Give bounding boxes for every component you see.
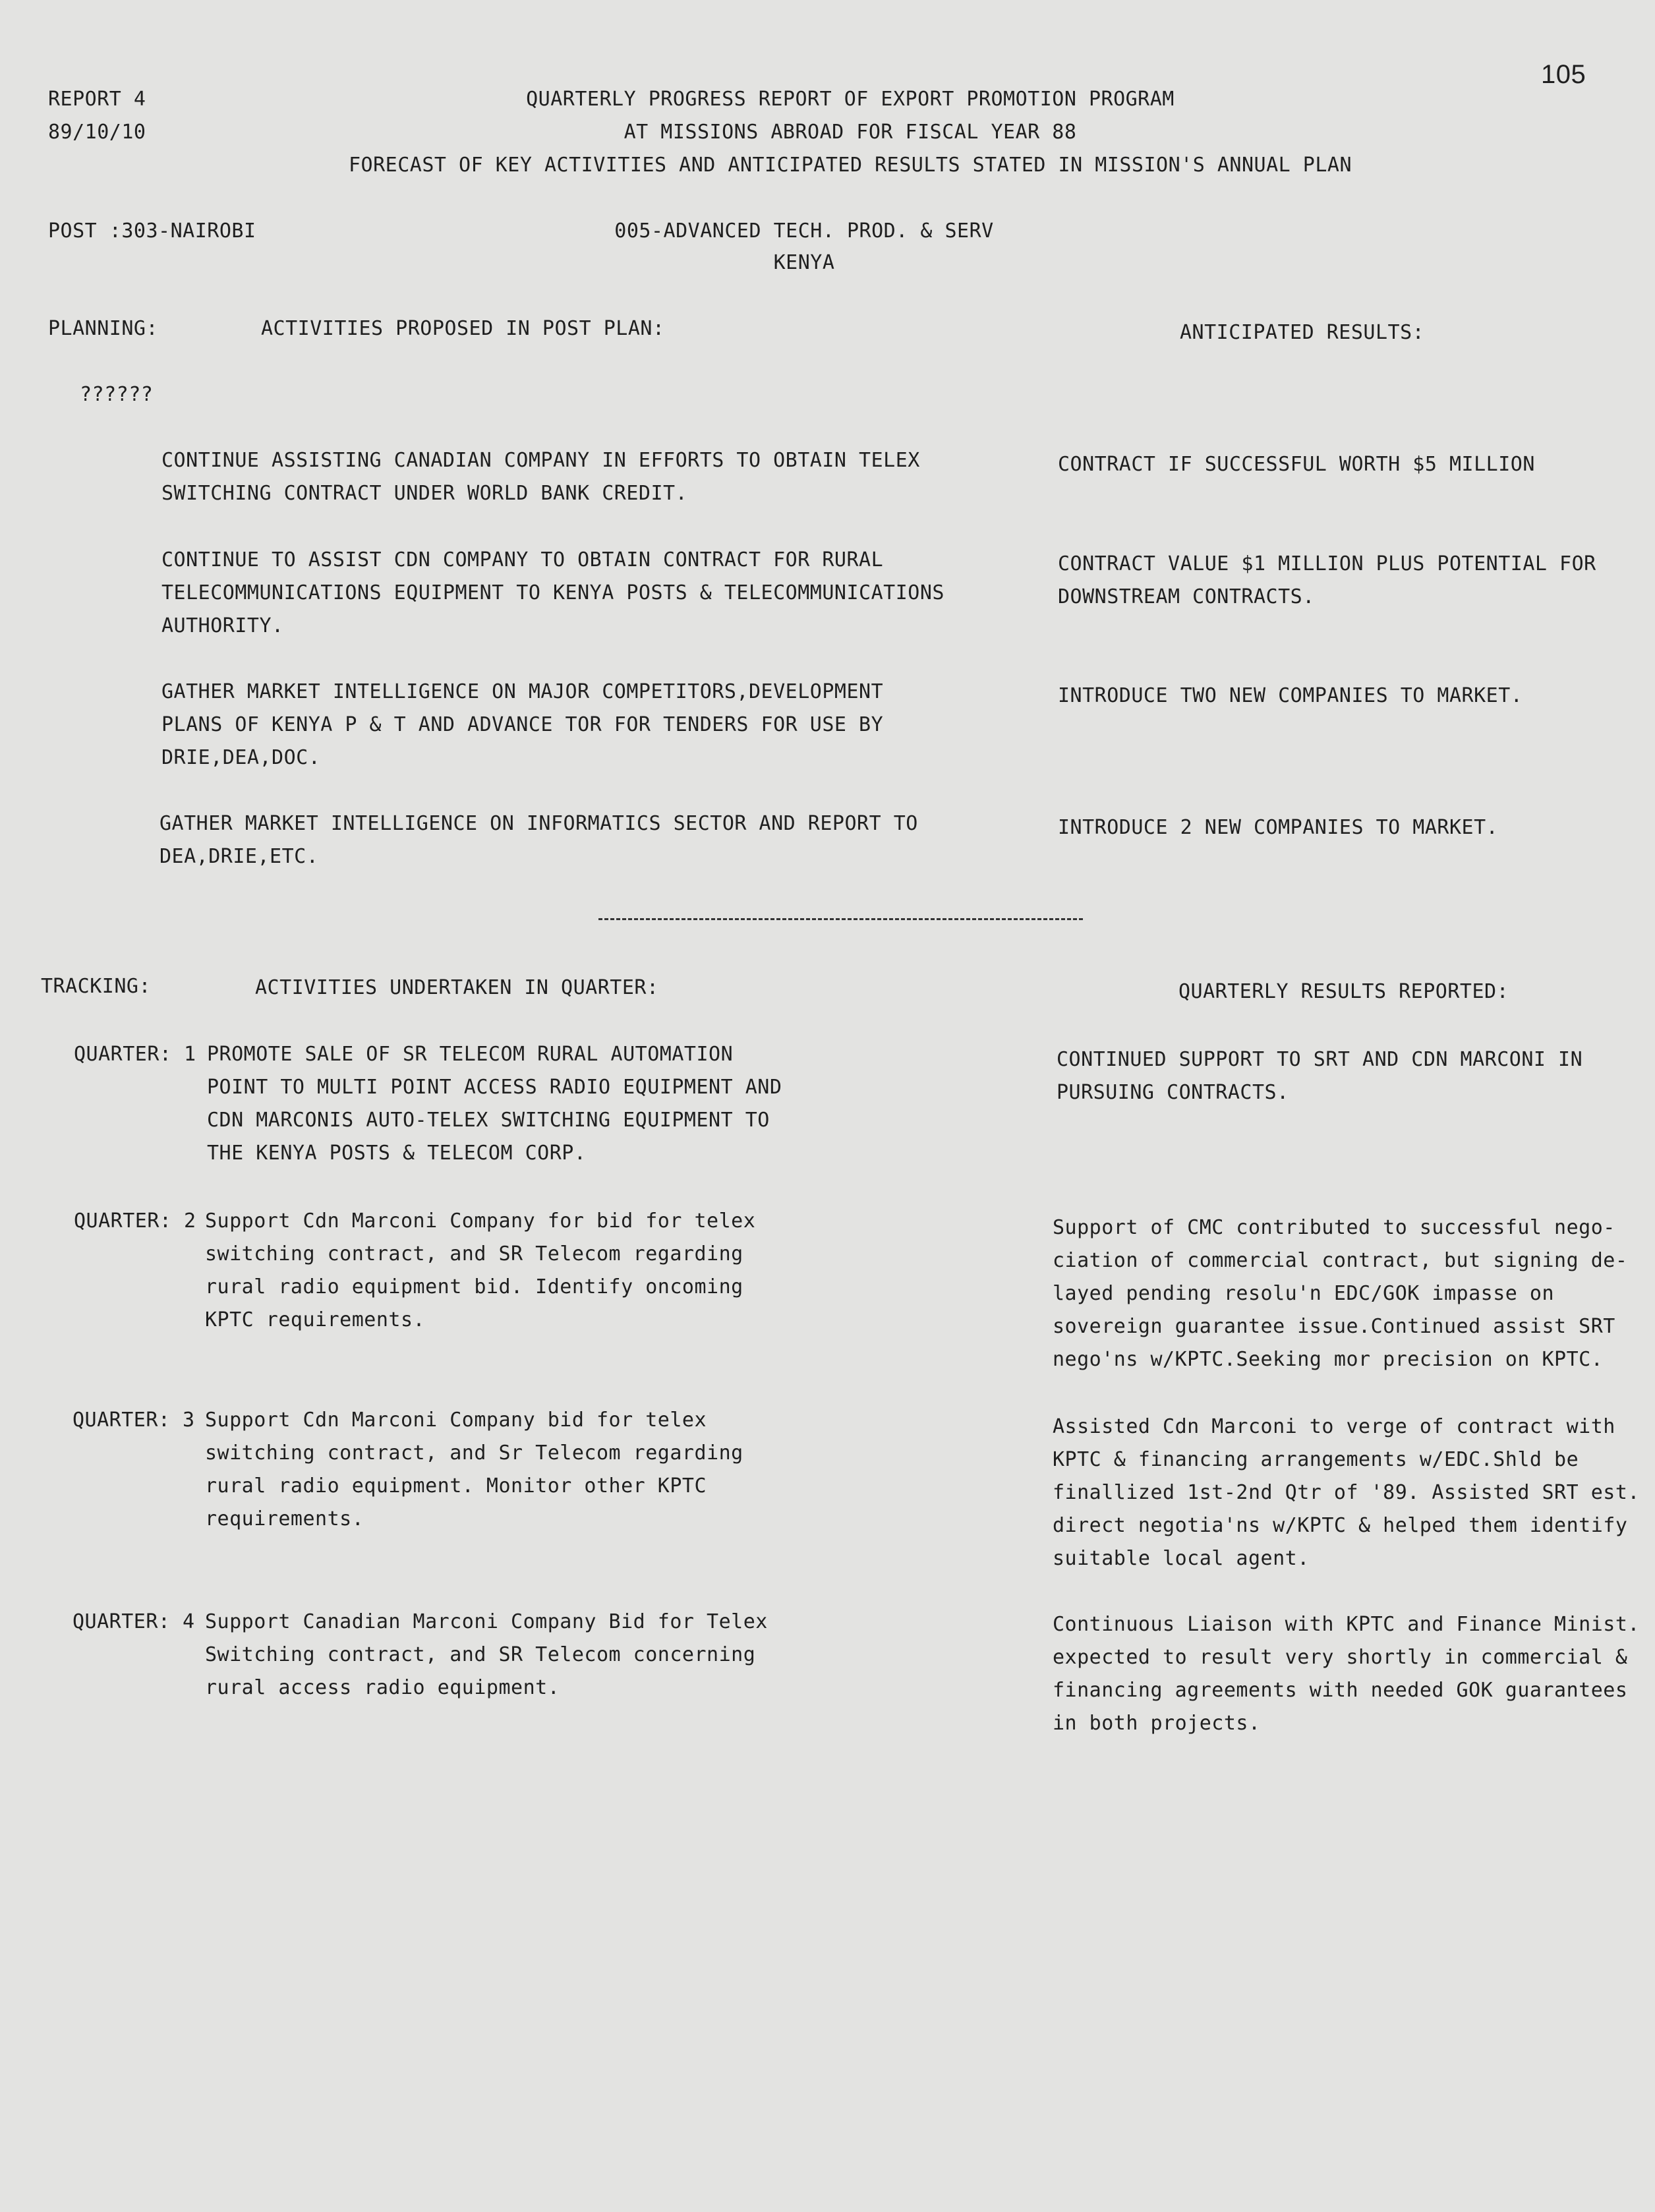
tracking-results-header: QUARTERLY RESULTS REPORTED: [1178,980,1509,1003]
quarter-label: QUARTER: 1 [74,1043,196,1066]
post-label: POST :303-NAIROBI [48,219,256,243]
tracking-label: TRACKING: [41,975,152,998]
report-number: REPORT 4 [48,88,146,111]
quarter-label: QUARTER: 3 [73,1409,195,1432]
quarter-result: Continuous Liaison with KPTC and Finance Minist. expected to result very shortly in commercial & financing agreements with needed GOK guarantees in both projects. [1053,1613,1640,1735]
planned-activity: GATHER MARKET INTELLIGENCE ON MAJOR COMPETITORS,DEVELOPMENT PLANS OF KENYA P & T AND ADVANCE TOR FOR TENDERS FOR USE BY DRIE,DEA,DOC. [161,680,884,769]
quarter-activity: Support Cdn Marconi Company bid for telex switching contract, and Sr Telecom regarding rural radio equipment. Monitor other KPTC requirements. [205,1409,743,1530]
subsector-label: ?????? [80,383,154,406]
anticipated-result: CONTRACT IF SUCCESSFUL WORTH $5 MILLION [1058,453,1535,476]
report-title-line3: FORECAST OF KEY ACTIVITIES AND ANTICIPATED RESULTS STATED IN MISSION'S ANNUAL PLAN [348,154,1352,177]
planning-activities-header: ACTIVITIES PROPOSED IN POST PLAN: [261,317,665,340]
quarter-label: QUARTER: 4 [73,1610,195,1633]
anticipated-result: INTRODUCE 2 NEW COMPANIES TO MARKET. [1058,816,1499,839]
report-title-line2: AT MISSIONS ABROAD FOR FISCAL YEAR 88 [624,121,1077,144]
quarter-result: CONTINUED SUPPORT TO SRT AND CDN MARCONI IN PURSUING CONTRACTS. [1057,1048,1583,1104]
page-number: 105 [1541,60,1586,89]
quarter-result: Support of CMC contributed to successful nego- ciation of commercial contract, but signing de- layed pending resolu'n EDC/GOK impasse on sovereign guarantee issue.Continued assist SRT nego'ns w/KPTC.Seeking mor precision on KPTC. [1053,1216,1628,1371]
quarter-result: Assisted Cdn Marconi to verge of contract with KPTC & financing arrangements w/EDC.Shld be finallized 1st-2nd Qtr of '89. Assisted SRT est. direct negotia'ns w/KPTC & helped them identify suitable local agent. [1053,1415,1640,1570]
tracking-activities-header: ACTIVITIES UNDERTAKEN IN QUARTER: [255,976,659,999]
section-divider [598,918,1083,920]
quarter-activity: Support Canadian Marconi Company Bid for Telex Switching contract, and SR Telecom concerning rural access radio equipment. [205,1610,768,1699]
anticipated-result: CONTRACT VALUE $1 MILLION PLUS POTENTIAL FOR DOWNSTREAM CONTRACTS. [1058,552,1596,608]
quarter-activity: Support Cdn Marconi Company for bid for telex switching contract, and SR Telecom regarding rural radio equipment bid. Identify oncoming KPTC requirements. [205,1209,756,1331]
report-date: 89/10/10 [48,121,146,144]
quarter-activity: PROMOTE SALE OF SR TELECOM RURAL AUTOMATION POINT TO MULTI POINT ACCESS RADIO EQUIPMENT AND CDN MARCONIS AUTO-TELEX SWITCHING EQUIPMENT TO THE KENYA POSTS & TELECOM CORP. [207,1043,782,1165]
sector-label: 005-ADVANCED TECH. PROD. & SERV [614,219,994,243]
planning-label: PLANNING: [48,317,159,340]
quarter-label: QUARTER: 2 [74,1209,196,1233]
country-label: KENYA [773,251,835,274]
planned-activity: GATHER MARKET INTELLIGENCE ON INFORMATICS SECTOR AND REPORT TO DEA,DRIE,ETC. [160,812,918,868]
planning-results-header: ANTICIPATED RESULTS: [1180,321,1425,344]
planned-activity: CONTINUE ASSISTING CANADIAN COMPANY IN EFFORTS TO OBTAIN TELEX SWITCHING CONTRACT UNDER WORLD BANK CREDIT. [161,449,920,505]
planned-activity: CONTINUE TO ASSIST CDN COMPANY TO OBTAIN CONTRACT FOR RURAL TELECOMMUNICATIONS EQUIPMENT TO KENYA POSTS & TELECOMMUNICATIONS AUTHORITY. [161,548,944,637]
report-title-line1: QUARTERLY PROGRESS REPORT OF EXPORT PROMOTION PROGRAM [526,88,1175,111]
anticipated-result: INTRODUCE TWO NEW COMPANIES TO MARKET. [1058,684,1523,707]
